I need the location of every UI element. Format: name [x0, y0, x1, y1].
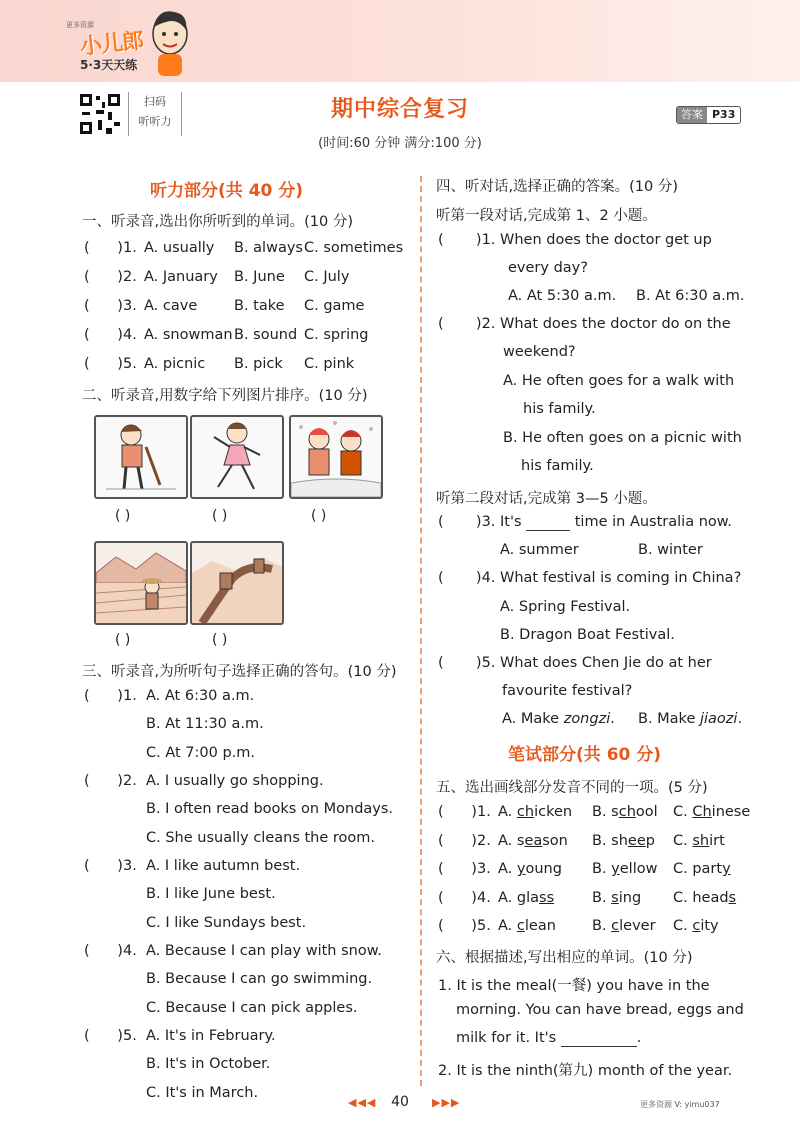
option-4-2-b: B. He often goes on a picnic with	[503, 430, 742, 446]
question-text: )2. What does the doctor do on the	[475, 316, 731, 332]
dialog2-instruction: 听第二段对话,完成第 3—5 小题。	[436, 491, 657, 507]
answer-paren[interactable]: ( )1.	[84, 240, 137, 256]
option-c	[673, 833, 725, 849]
fill-blank[interactable]	[526, 514, 570, 531]
description-1-line1: 1. It is the meal(一餐) you have in the	[438, 978, 710, 994]
option-b: B. I like June best.	[146, 886, 276, 902]
option-a	[498, 890, 554, 906]
answer-paren[interactable]: ( )1.	[438, 804, 491, 820]
option-c: C. spring	[304, 327, 369, 343]
option-a: A. At 6:30 a.m.	[146, 688, 255, 704]
underlined-letters: ea	[524, 832, 543, 849]
answer-blank-1[interactable]	[561, 1030, 637, 1047]
scan-line-2: 听听力	[138, 115, 172, 128]
underlined-letters: c	[516, 918, 525, 934]
farmer-field-icon	[96, 543, 186, 623]
picture-1-answer-blank[interactable]: ( )	[115, 508, 131, 524]
picture-5-answer-blank[interactable]: ( )	[212, 632, 228, 648]
option-text: B.	[592, 861, 612, 877]
option-text: A.	[498, 861, 517, 877]
picture-great-wall	[190, 541, 284, 625]
option-b: B. pick	[234, 356, 283, 372]
option-a: A. It's in February.	[146, 1028, 276, 1044]
question-text: )4. What festival is coming in China?	[475, 570, 742, 586]
great-wall-icon	[192, 543, 282, 623]
option-a: A. January	[144, 269, 218, 285]
option-b: B. sound	[234, 327, 298, 343]
question-4-1	[438, 232, 712, 248]
option-text: irt	[709, 832, 725, 849]
question-5-2	[438, 833, 491, 849]
option-a: A. I usually go shopping.	[146, 773, 324, 789]
scan-line-1: 扫码	[144, 95, 166, 108]
option-b	[592, 890, 641, 906]
underlined-letters: Ch	[692, 804, 712, 820]
option-a	[498, 918, 556, 934]
option-text: ellow	[619, 861, 658, 877]
option-4-1-a: A. At 5:30 a.m.	[508, 288, 617, 304]
option-c: C. I like Sundays best.	[146, 915, 307, 931]
picture-4-answer-blank[interactable]: ( )	[115, 632, 131, 648]
mascot-icon	[148, 4, 192, 78]
answer-paren[interactable]: ( )2.	[84, 269, 137, 285]
question-3-2	[84, 773, 137, 789]
option-text: B. sh	[592, 832, 628, 849]
option-4-5-a: A. Make zongzi.	[502, 711, 615, 727]
question-text: )5. What does Chen Jie do at her	[475, 655, 712, 671]
option-text: C.	[673, 918, 693, 934]
option-text: oung	[525, 861, 562, 877]
description-1-line2: morning. You can have bread, eggs and	[456, 1002, 744, 1018]
option-c	[673, 804, 750, 820]
prev-arrows-icon: ◀◀◀	[348, 1096, 377, 1109]
option-text: ool	[635, 804, 658, 820]
question-4-5	[438, 655, 712, 671]
option-c	[673, 918, 719, 934]
option-c: C. July	[304, 269, 350, 285]
question-4-3	[438, 514, 732, 531]
option-a	[498, 804, 572, 820]
part1-title: 一、听录音,选出你所听到的单词。(10 分)	[82, 214, 353, 230]
option-b: B. June	[234, 269, 285, 285]
part4-title: 四、听对话,选择正确的答案。(10 分)	[436, 179, 678, 195]
option-4-3-a: A. summer	[500, 542, 579, 558]
option-a: A. Because I can play with snow.	[146, 943, 382, 959]
underlined-letters: s	[611, 889, 619, 906]
option-b	[592, 804, 658, 820]
option-4-2-a: A. He often goes for a walk with	[503, 373, 735, 389]
underlined-letters: y	[722, 861, 731, 877]
option-c: C. sometimes	[304, 240, 404, 256]
underlined-letters: ch	[516, 804, 535, 820]
description-2-line1: 2. It is the ninth(第九) month of the year.	[438, 1063, 733, 1079]
question-4-2	[438, 316, 731, 332]
option-4-2-b-cont: his family.	[521, 458, 594, 474]
section-written: 笔试部分(共 60 分)	[508, 745, 662, 765]
option-c: C. It's in March.	[146, 1085, 259, 1101]
answer-page: P33	[712, 108, 736, 121]
option-text: son	[542, 832, 568, 849]
underlined-letters: ch	[618, 804, 636, 820]
option-text: p	[645, 832, 655, 849]
option-4-5-b: B. Make jiaozi.	[638, 711, 743, 727]
option-b: B. Because I can go swimming.	[146, 971, 373, 987]
option-b: B. At 11:30 a.m.	[146, 716, 264, 732]
option-b: B. always	[234, 240, 303, 256]
answer-paren[interactable]: ( )4.	[84, 327, 137, 343]
option-text: A. gla	[498, 889, 540, 906]
question-1-4	[84, 327, 137, 343]
question-5-1	[438, 804, 491, 820]
answer-paren[interactable]: ( )4.	[438, 889, 491, 906]
underlined-letters: ss	[539, 889, 555, 906]
option-a: A. picnic	[144, 356, 206, 372]
option-text: lean	[524, 918, 556, 934]
answer-paren[interactable]: (	[438, 514, 476, 530]
question-1-3	[84, 298, 137, 314]
option-4-2-a-cont: his family.	[523, 401, 596, 417]
underlined-letters: ee	[627, 832, 646, 849]
option-text: ing	[618, 889, 642, 906]
question-3-4	[84, 943, 137, 959]
question-text: )1. When does the doctor get up	[475, 232, 712, 248]
option-text: B. s	[592, 804, 619, 820]
underlined-letters: y	[611, 861, 620, 877]
answer-paren[interactable]: ( )3.	[84, 298, 137, 314]
option-4-4-b: B. Dragon Boat Festival.	[500, 627, 675, 643]
question-1-5	[84, 356, 137, 372]
answer-paren[interactable]: ( )5.	[84, 356, 137, 372]
question-4-2-cont: weekend?	[503, 344, 576, 360]
underlined-letters: s	[728, 889, 737, 906]
question-3-5	[84, 1028, 137, 1044]
question-text-end: time in Australia now.	[574, 514, 732, 530]
answer-label: 答案	[677, 107, 707, 123]
question-1-2	[84, 269, 137, 285]
option-a	[498, 833, 568, 849]
next-arrows-icon: ▶▶▶	[432, 1096, 461, 1109]
option-c: C. game	[304, 298, 365, 314]
column-divider	[420, 176, 422, 1086]
description-text: milk for it. It's	[456, 1030, 557, 1046]
answer-paren[interactable]: ( )1.	[84, 688, 137, 704]
option-a: A. cave	[144, 298, 198, 314]
option-a: A. snowman	[144, 327, 233, 343]
option-4-3-b: B. winter	[638, 542, 703, 558]
answer-paren[interactable]: ( )2.	[438, 832, 491, 849]
option-b: B. I often read books on Mondays.	[146, 801, 394, 817]
question-5-4	[438, 890, 491, 906]
option-text: C. head	[673, 889, 729, 906]
answer-paren[interactable]: ( )3.	[438, 861, 491, 877]
answer-paren[interactable]: (	[438, 232, 476, 248]
answer-paren[interactable]: (	[438, 316, 476, 332]
option-c: C. At 7:00 p.m.	[146, 745, 256, 761]
question-text: )3. It's	[475, 514, 522, 530]
option-b: B. It's in October.	[146, 1056, 271, 1072]
answer-paren[interactable]: ( )4.	[84, 943, 137, 959]
page-number: 40	[391, 1094, 409, 1110]
option-c: C. pink	[304, 356, 355, 372]
option-word: zongzi	[563, 711, 611, 727]
picture-farm	[94, 541, 188, 625]
option-text: B.	[592, 918, 612, 934]
option-b: B. take	[234, 298, 285, 314]
option-c: C. She usually cleans the room.	[146, 830, 376, 846]
description-1-line3: milk for it. It's .	[456, 1030, 642, 1046]
answer-paren[interactable]: (	[438, 570, 476, 586]
question-5-3	[438, 861, 491, 877]
option-word: jiaozi	[699, 711, 738, 727]
underlined-letters: y	[516, 861, 526, 877]
picture-dancing	[190, 415, 284, 499]
page-title: 期中综合复习	[330, 97, 469, 122]
brand-logo: 小儿郎	[79, 28, 145, 61]
part2-title: 二、听录音,用数字给下列图片排序。(10 分)	[82, 388, 368, 404]
option-text: A. s	[498, 832, 525, 849]
question-5-5	[438, 918, 491, 934]
section-listening: 听力部分(共 40 分)	[150, 181, 304, 201]
part6-title: 六、根据描述,写出相应的单词。(10 分)	[436, 950, 693, 966]
page-subtitle: (时间:60 分钟 满分:100 分)	[318, 136, 482, 151]
option-c	[673, 861, 731, 877]
question-4-4	[438, 570, 741, 586]
option-text: lever	[619, 918, 656, 934]
option-b	[592, 833, 655, 849]
picture-3-answer-blank[interactable]: ( )	[311, 508, 327, 524]
question-4-5-cont: favourite festival?	[502, 683, 633, 699]
option-c	[673, 890, 736, 906]
option-text: A.	[498, 918, 517, 934]
picture-2-answer-blank[interactable]: ( )	[212, 508, 228, 524]
answer-paren[interactable]: ( )3.	[84, 858, 137, 874]
option-a: A. usually	[144, 240, 215, 256]
option-a: A. I like autumn best.	[146, 858, 301, 874]
part5-title: 五、选出画线部分发音不同的一项。(5 分)	[436, 780, 708, 796]
option-text: icken	[534, 804, 573, 820]
logo-small-text: 更多资源	[66, 21, 94, 29]
answer-paren[interactable]: (	[438, 655, 476, 671]
dialog1-instruction: 听第一段对话,完成第 1、2 小题。	[436, 208, 657, 224]
option-text: inese	[711, 804, 751, 820]
option-text: C.	[673, 804, 693, 820]
option-text: A.	[498, 804, 517, 820]
kids-snow-icon	[291, 417, 381, 497]
picture-sweeping	[94, 415, 188, 499]
question-1-1	[84, 240, 137, 256]
option-a	[498, 861, 562, 877]
picture-snow	[289, 415, 383, 499]
option-4-4-a: A. Spring Festival.	[500, 599, 631, 615]
underlined-letters: c	[611, 918, 620, 934]
footer-note: 更多资源 V: yimu037	[640, 1100, 720, 1109]
question-4-1-cont: every day?	[508, 260, 588, 276]
answer-page-badge	[676, 106, 741, 124]
question-3-1	[84, 688, 137, 704]
underlined-letters: sh	[692, 832, 710, 849]
girl-sweeping-icon	[96, 417, 186, 497]
underlined-letters: c	[692, 918, 701, 934]
option-text: C. part	[673, 861, 723, 877]
answer-paren[interactable]: ( )5.	[84, 1028, 137, 1044]
option-c: C. Because I can pick apples.	[146, 1000, 358, 1016]
option-text: B.	[592, 889, 612, 906]
part3-title: 三、听录音,为所听句子选择正确的答句。(10 分)	[82, 664, 397, 680]
option-b	[592, 861, 657, 877]
option-4-1-b: B. At 6:30 a.m.	[636, 288, 745, 304]
brand-subtitle: 5·3天天练	[80, 58, 138, 72]
answer-paren[interactable]: ( )5.	[438, 918, 491, 934]
option-text: ity	[700, 918, 719, 934]
option-text: A. Make	[502, 711, 560, 727]
option-b	[592, 918, 656, 934]
girl-dancing-icon	[192, 417, 282, 497]
question-3-3	[84, 858, 137, 874]
option-text: C.	[673, 832, 693, 849]
answer-paren[interactable]: ( )2.	[84, 773, 137, 789]
option-text: B. Make	[638, 711, 696, 727]
